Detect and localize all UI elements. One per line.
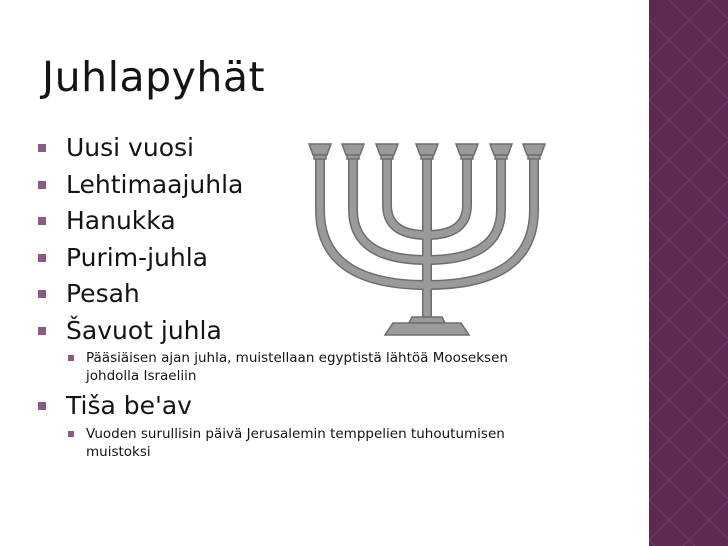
square-bullet-icon <box>68 431 74 437</box>
square-bullet-icon <box>38 144 46 152</box>
bullet-text: Pesah <box>66 279 140 308</box>
sub-bullet-item <box>36 425 596 461</box>
bullet-item <box>36 388 596 425</box>
square-bullet-icon <box>68 355 74 361</box>
bullet-text: Lehtimaajuhla <box>66 169 244 199</box>
decorative-side-band <box>649 0 728 546</box>
bullet-text: Purim-juhla <box>66 242 208 272</box>
square-bullet-icon <box>38 290 46 298</box>
sub-bullet-line: Vuoden surullisin päivä Jerusalemin temppelien tuhoutumisen <box>86 425 505 442</box>
square-bullet-icon <box>38 327 46 335</box>
bullet-text: Hanukka <box>66 206 176 235</box>
square-bullet-icon <box>38 402 46 410</box>
sub-bullet-line: johdolla Israeliin <box>86 368 197 384</box>
slide-title: Juhlapyhät <box>42 53 266 101</box>
menorah-image <box>305 135 555 340</box>
square-bullet-icon <box>38 254 46 262</box>
bullet-text: Uusi vuosi <box>66 133 194 162</box>
bullet-text: Šavuot juhla <box>66 315 222 345</box>
sub-bullet-item <box>36 349 596 385</box>
bullet-text: Tiša be'av <box>66 391 192 420</box>
square-bullet-icon <box>38 217 46 225</box>
square-bullet-icon <box>38 181 46 189</box>
sub-bullet-line: muistoksi <box>86 443 151 460</box>
sub-bullet-line: Pääsiäisen ajan juhla, muistellaan egyptistä lähtöä Mooseksen <box>86 350 508 366</box>
